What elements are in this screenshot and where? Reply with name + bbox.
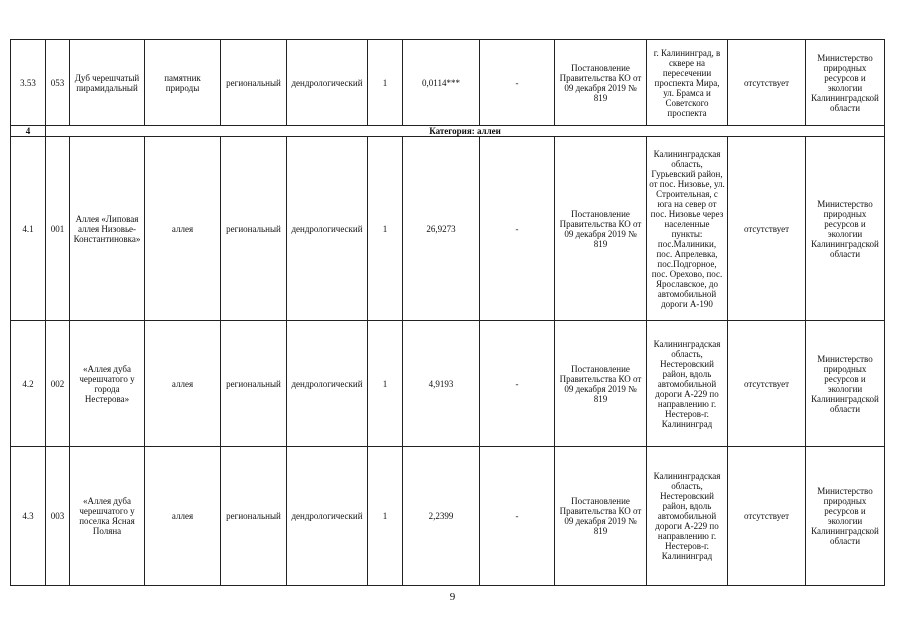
- protection-zone: отсутствует: [728, 447, 806, 586]
- significance: региональный: [221, 321, 287, 447]
- cluster-count: 1: [368, 40, 403, 126]
- area: 4,9193: [403, 321, 480, 447]
- area: 2,2399: [403, 447, 480, 586]
- row-number: 3.53: [11, 40, 46, 126]
- table-row: [11, 321, 885, 447]
- category-number: 4: [11, 126, 46, 137]
- profile: дендрологический: [287, 137, 368, 321]
- profile: дендрологический: [287, 447, 368, 586]
- location: Калининградская область, Нестеровский район, вдоль автомобильной дороги А-229 по направлению г. Нестеров-г. Калининград: [647, 447, 728, 586]
- protection-zone: отсутствует: [728, 40, 806, 126]
- object-name: Дуб черешчатый пирамидальный: [70, 40, 145, 126]
- page-number: 9: [449, 591, 456, 603]
- object-name: «Аллея дуба черешчатого у поселка Ясная Поляна: [70, 447, 145, 586]
- cluster-count: 1: [368, 137, 403, 321]
- significance: региональный: [221, 447, 287, 586]
- location: Калининградская область, Нестеровский район, вдоль автомобильной дороги А-229 по направлению г. Нестеров-г. Калининград: [647, 321, 728, 447]
- row-code: 003: [46, 447, 70, 586]
- table-row: [11, 137, 885, 321]
- legal-document: Постановление Правительства КО от 09 декабря 2019 № 819: [555, 321, 647, 447]
- buffer-zone: -: [480, 447, 555, 586]
- location: Калининградская область, Гурьевский район, от пос. Низовье, ул. Строительная, с юга на север от пос. Низовье через населенные пункты: пос.Малиники, пос. Апрелевка, пос.Подгорное, пос. Орехово, пос. Ярославское, до автомобильной дороги А-190: [647, 137, 728, 321]
- object-name: «Аллея дуба черешчатого у города Нестерова»: [70, 321, 145, 447]
- authority: Министерство природных ресурсов и экологии Калининградской области: [806, 447, 885, 586]
- legal-document: Постановление Правительства КО от 09 декабря 2019 № 819: [555, 40, 647, 126]
- protection-zone: отсутствует: [728, 137, 806, 321]
- object-category: аллея: [145, 137, 221, 321]
- category-row: [11, 126, 885, 137]
- row-number: 4.2: [11, 321, 46, 447]
- cluster-count: 1: [368, 321, 403, 447]
- registry-table: [10, 39, 885, 586]
- row-code: 053: [46, 40, 70, 126]
- row-code: 002: [46, 321, 70, 447]
- object-name: Аллея «Липовая аллея Низовье-Константиновка»: [70, 137, 145, 321]
- authority: Министерство природных ресурсов и экологии Калининградской области: [806, 321, 885, 447]
- row-code: 001: [46, 137, 70, 321]
- area: 0,0114***: [403, 40, 480, 126]
- legal-document: Постановление Правительства КО от 09 декабря 2019 № 819: [555, 137, 647, 321]
- buffer-zone: -: [480, 40, 555, 126]
- significance: региональный: [221, 137, 287, 321]
- significance: региональный: [221, 40, 287, 126]
- profile: дендрологический: [287, 321, 368, 447]
- object-category: аллея: [145, 447, 221, 586]
- table-row: [11, 447, 885, 586]
- object-category: памятник природы: [145, 40, 221, 126]
- object-category: аллея: [145, 321, 221, 447]
- table-row: [11, 40, 885, 126]
- row-number: 4.3: [11, 447, 46, 586]
- buffer-zone: -: [480, 137, 555, 321]
- cluster-count: 1: [368, 447, 403, 586]
- row-number: 4.1: [11, 137, 46, 321]
- legal-document: Постановление Правительства КО от 09 декабря 2019 № 819: [555, 447, 647, 586]
- buffer-zone: -: [480, 321, 555, 447]
- location: г. Калининград, в сквере на пересечении проспекта Мира, ул. Брамса и Советского проспекта: [647, 40, 728, 126]
- profile: дендрологический: [287, 40, 368, 126]
- authority: Министерство природных ресурсов и экологии Калининградской области: [806, 137, 885, 321]
- protection-zone: отсутствует: [728, 321, 806, 447]
- area: 26,9273: [403, 137, 480, 321]
- category-label: Категория: аллеи: [46, 126, 885, 137]
- authority: Министерство природных ресурсов и экологии Калининградской области: [806, 40, 885, 126]
